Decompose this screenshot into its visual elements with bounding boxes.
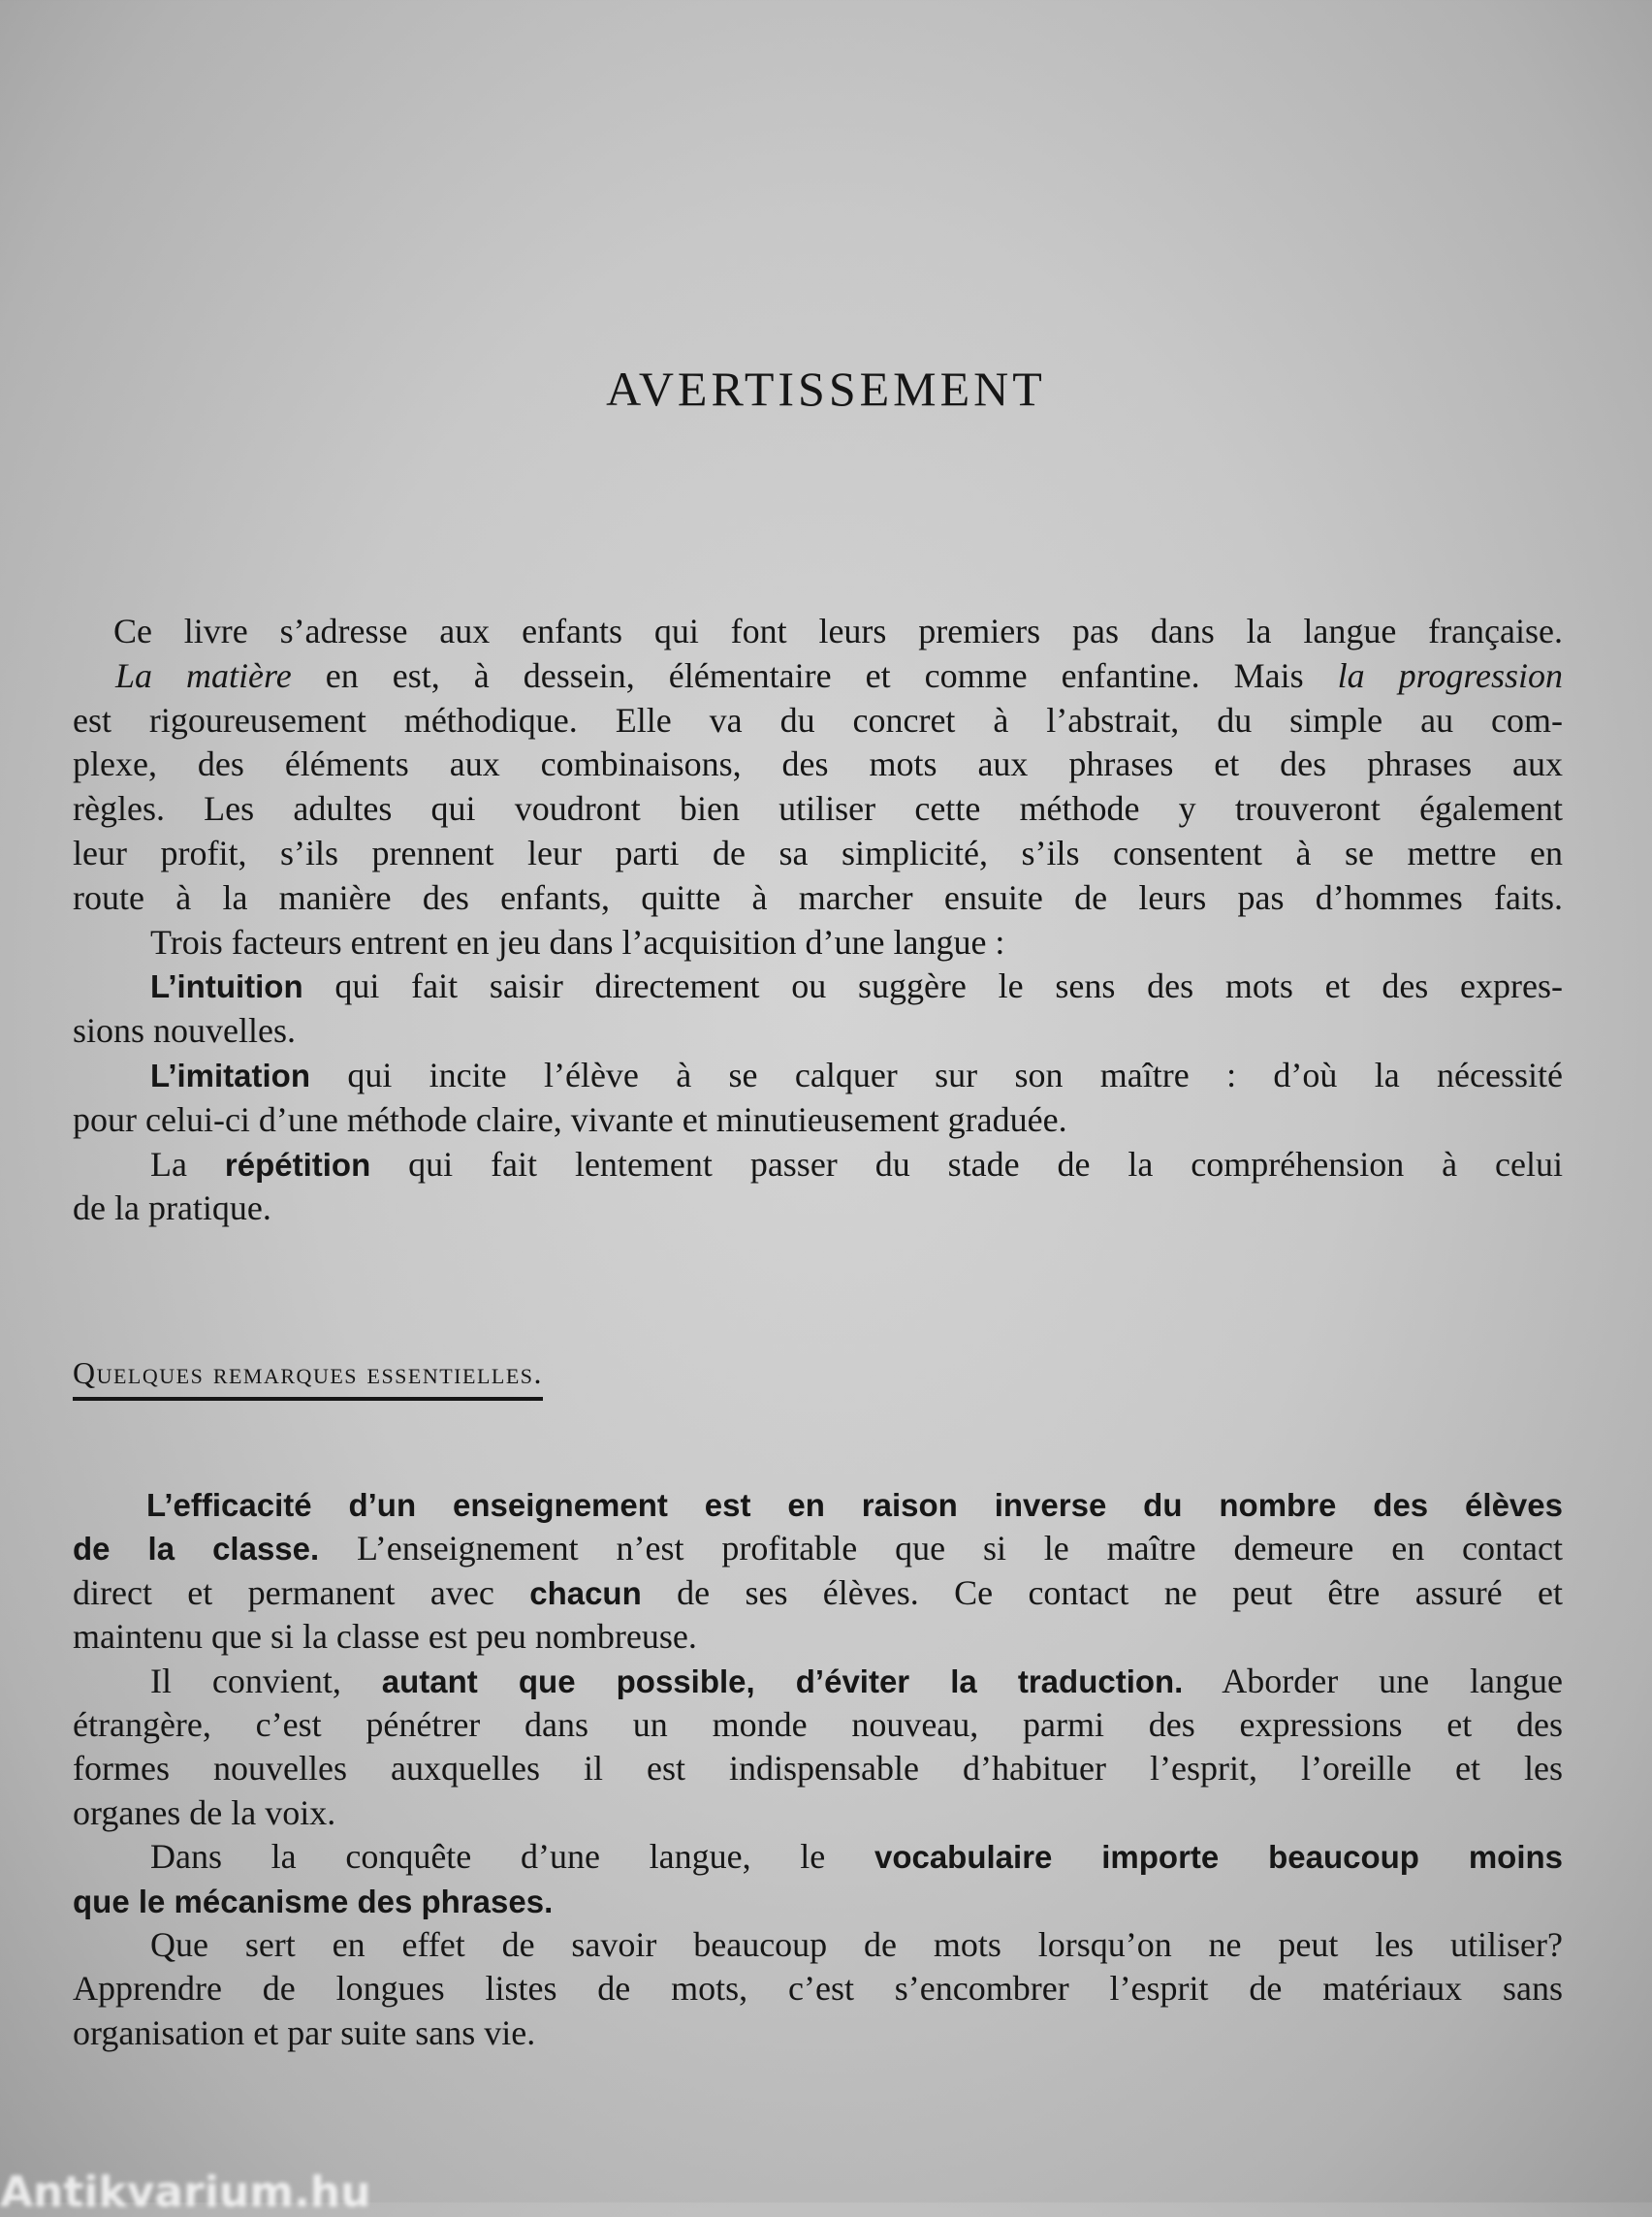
text-line [73, 1615, 1563, 1659]
text-segment: Ce livre s’adresse aux enfants qui font leurs premiers pas dans la langue française. [113, 612, 1563, 650]
bold-text: L’imitation [150, 1057, 310, 1093]
text-segment: pour celui-ci d’une méthode claire, vivante et minutieusement graduée. [73, 1099, 1067, 1139]
bold-text: L’efficacité d’un enseignement est en raison inverse du nombre des élèves [146, 1487, 1563, 1523]
text-line [73, 1835, 1563, 1879]
text-segment: de la pratique. [73, 1188, 271, 1228]
text-line [73, 1923, 1563, 1967]
text-segment: Apprendre de longues listes de mots, c’est s’encombrer l’esprit de matériaux sans [73, 1969, 1563, 2009]
text-segment: étrangère, c’est pénétrer dans un monde nouveau, parmi des expressions et des [73, 1704, 1563, 1744]
text-segment: Il convient, [150, 1661, 382, 1700]
text-segment: organes de la voix. [73, 1792, 336, 1832]
text-line [73, 1187, 1563, 1231]
text-segment: en est, à dessein, élémentaire et comme enfantine. Mais [291, 655, 1338, 695]
text-line [73, 787, 1563, 832]
bold-text: chacun [529, 1574, 642, 1611]
text-line [73, 1054, 1563, 1098]
text-line [73, 1571, 1563, 1615]
text-segment: direct et permanent avec [73, 1572, 530, 1612]
text-segment: leur profit, s’ils prennent leur parti de sa simplicité, s’ils consentent à se mettre en [73, 833, 1563, 872]
text-line [73, 1527, 1563, 1570]
text-segment: La [150, 1144, 225, 1184]
bold-text: L’intuition [150, 968, 303, 1005]
text-line [73, 654, 1563, 699]
bold-text: de la classe. [73, 1531, 320, 1568]
text-line [73, 921, 1563, 966]
text-segment: sions nouvelles. [73, 1011, 296, 1051]
text-segment: qui fait lentement passer du stade de la compréhension à celui [370, 1144, 1564, 1184]
text-line [73, 743, 1563, 787]
text-line [73, 1791, 1563, 1835]
text-segment: Que sert en effet de savoir beaucoup de mots lorsqu’on ne peut les utiliser? [150, 1924, 1563, 1964]
text-line [73, 2011, 1563, 2055]
text-line [73, 1747, 1563, 1790]
text-segment: formes nouvelles auxquelles il est indispensable d’habituer l’esprit, l’oreille et les [73, 1749, 1563, 1789]
text-segment: plexe, des éléments aux combinaisons, des mots aux phrases et des phrases aux [73, 744, 1563, 784]
text-line [73, 832, 1563, 876]
intro-section [73, 610, 1563, 1231]
remarks-section [73, 1483, 1563, 2055]
text-segment: maintenu que si la classe est peu nombreuse. [73, 1617, 697, 1657]
text-segment: route à la manière des enfants, quitte à marcher ensuite de leurs pas d’hommes faits. [73, 877, 1563, 917]
text-line [73, 1143, 1563, 1188]
italic-text: la progression [1337, 655, 1563, 695]
text-line [73, 876, 1563, 921]
watermark: Antikvarium.hu [0, 2168, 371, 2217]
text-line [73, 1098, 1563, 1143]
section-heading: Quelques remarques essentielles. [73, 1355, 543, 1401]
text-segment: Dans la conquête d’une langue, le [150, 1837, 874, 1877]
text-segment: Trois facteurs entrent en jeu dans l’acquisition d’une langue : [150, 922, 1005, 962]
italic-text: La matière [115, 655, 292, 695]
text-line [73, 1483, 1563, 1527]
text-segment: qui fait saisir directement ou suggère le sens des mots et des expres- [302, 966, 1563, 1006]
text-line [73, 965, 1563, 1009]
text-segment: Aborder une langue [1183, 1661, 1564, 1700]
text-line [73, 1967, 1563, 2011]
text-segment: organisation et par suite sans vie. [73, 2012, 536, 2052]
text-line [73, 699, 1563, 744]
text-segment: qui incite l’élève à se calquer sur son maître : d’où la nécessité [310, 1055, 1563, 1094]
text-segment: L’enseignement n’est profitable que si le maître demeure en contact [319, 1529, 1563, 1568]
bold-text: répétition [224, 1146, 371, 1183]
bold-text: vocabulaire importe beaucoup moins [874, 1839, 1564, 1876]
text-line [73, 1660, 1563, 1703]
text-line [73, 1009, 1563, 1054]
text-segment: est rigoureusement méthodique. Elle va du concret à l’abstrait, du simple au com- [73, 700, 1563, 740]
text-segment: de ses élèves. Ce contact ne peut être assuré et [641, 1572, 1563, 1612]
text-segment: règles. Les adultes qui voudront bien utiliser cette méthode y trouveront également [73, 789, 1563, 829]
bold-text: autant que possible, d’éviter la traduction. [381, 1663, 1184, 1699]
text-line [73, 610, 1563, 654]
bold-text: que le mécanisme des phrases. [73, 1883, 554, 1919]
text-line [73, 1880, 1563, 1923]
text-line [73, 1703, 1563, 1747]
page-title: AVERTISSEMENT [606, 362, 1046, 416]
